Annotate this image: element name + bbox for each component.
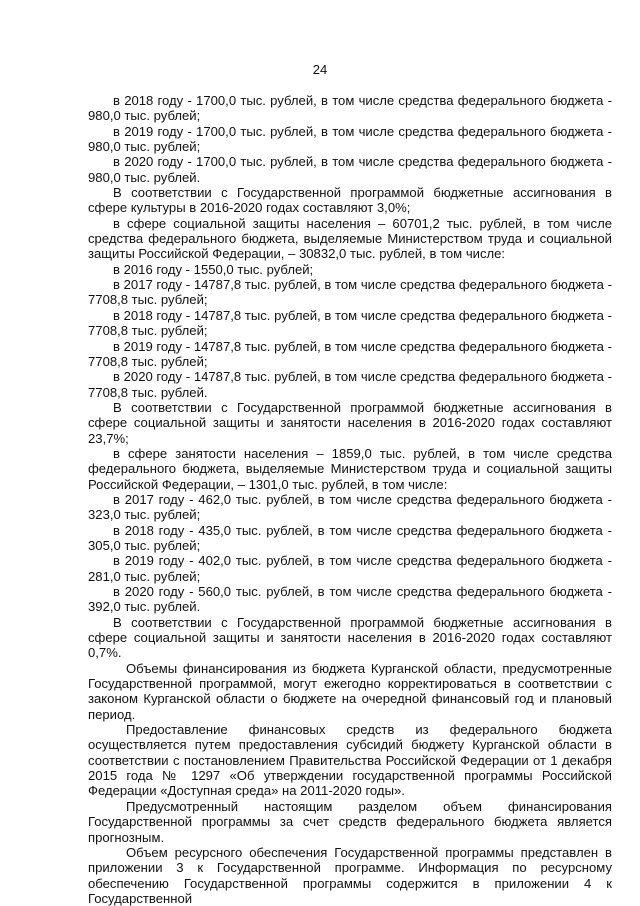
paragraph-federal-funds: Предоставление финансовых средств из федерального бюджета осуществляется путем предоставления субсидий бюджету Курганской области в соответствии с постановлением Правительства Российской Федерации от 1 декабря 2015 года № 1297 «Об утверждении государственной программы Российской Федерации «Доступная среда» на 2011-2020 годы». — [88, 722, 612, 799]
paragraph-culture-share: В соответствии с Государственной программой бюджетные ассигнования в сфере культуры в 2016-2020 годах составляют 3,0%; — [88, 185, 612, 216]
document-body — [88, 93, 612, 906]
paragraph-2017-employment: в 2017 году - 462,0 тыс. рублей, в том числе средства федерального бюджета - 323,0 тыс. рублей; — [88, 491, 612, 523]
paragraph-2020-culture: в 2020 году - 1700,0 тыс. рублей, в том числе средства федерального бюджета - 980,0 тыс. рублей. — [88, 154, 612, 185]
paragraph-regional-budget: Объемы финансирования из бюджета Курганской области, предусмотренные Государственной программой, могут ежегодно корректироваться в соответствии с законом Курганской области о бюджете на очередной финансовый год и плановый период. — [88, 660, 612, 722]
paragraph-2018-social: в 2018 году - 14787,8 тыс. рублей, в том числе средства федерального бюджета - 7708,8 тыс. рублей; — [88, 307, 612, 339]
paragraph-2019-employment: в 2019 году - 402,0 тыс. рублей, в том числе средства федерального бюджета - 281,0 тыс. рублей; — [88, 553, 612, 584]
paragraph-2018-culture: в 2018 году - 1700,0 тыс. рублей, в том числе средства федерального бюджета - 980,0 тыс. рублей; — [88, 93, 612, 124]
paragraph-2019-social: в 2019 году - 14787,8 тыс. рублей, в том числе средства федерального бюджета - 7708,8 тыс. рублей; — [88, 338, 612, 369]
paragraph-forecast: Предусмотренный настоящим разделом объем финансирования Государственной программы за счет средств федерального бюджета является прогнозным. — [88, 798, 612, 845]
paragraph-social-protection: в сфере социальной защиты населения – 60701,2 тыс. рублей, в том числе средства федерального бюджета, выделяемые Министерством труда и социальной защиты Российской Федерации, – 30832,0 тыс. рублей, в том числе: — [88, 215, 612, 262]
paragraph-2016-social: в 2016 году - 1550,0 тыс. рублей; — [113, 261, 314, 277]
paragraph-social-share: В соответствии с Государственной программой бюджетные ассигнования в сфере социальной защиты и занятости населения в 2016-2020 годах составляют 23,7%; — [88, 399, 612, 446]
paragraph-2019-culture: в 2019 году - 1700,0 тыс. рублей, в том числе средства федерального бюджета - 980,0 тыс. рублей; — [88, 123, 612, 155]
paragraph-2017-social: в 2017 году - 14787,8 тыс. рублей, в том числе средства федерального бюджета - 7708,8 тыс. рублей; — [88, 277, 612, 308]
paragraph-employment: в сфере занятости населения – 1859,0 тыс. рублей, в том числе средства федерального бюджета, выделяемые Министерством труда и социальной защиты Российской Федерации, – 1301,0 тыс. рублей, в том числе: — [88, 445, 612, 492]
paragraph-employment-share: В соответствии с Государственной программой бюджетные ассигнования в сфере социальной защиты и занятости населения в 2016-2020 годах составляют 0,7%. — [88, 614, 612, 661]
paragraph-2018-employment: в 2018 году - 435,0 тыс. рублей, в том числе средства федерального бюджета - 305,0 тыс. рублей; — [88, 522, 612, 553]
paragraph-2020-social: в 2020 году - 14787,8 тыс. рублей, в том числе средства федерального бюджета - 7708,8 тыс. рублей. — [88, 369, 612, 400]
paragraph-2020-employment: в 2020 году - 560,0 тыс. рублей, в том числе средства федерального бюджета - 392,0 тыс. рублей. — [88, 584, 612, 615]
page-number: 24 — [312, 62, 328, 77]
paragraph-resource-support: Объем ресурсного обеспечения Государственной программы представлен в приложении 3 к Государственной программе. Информация по ресурсному обеспечению Государственной программы содержится в приложении 4 к Государственной — [88, 844, 612, 906]
